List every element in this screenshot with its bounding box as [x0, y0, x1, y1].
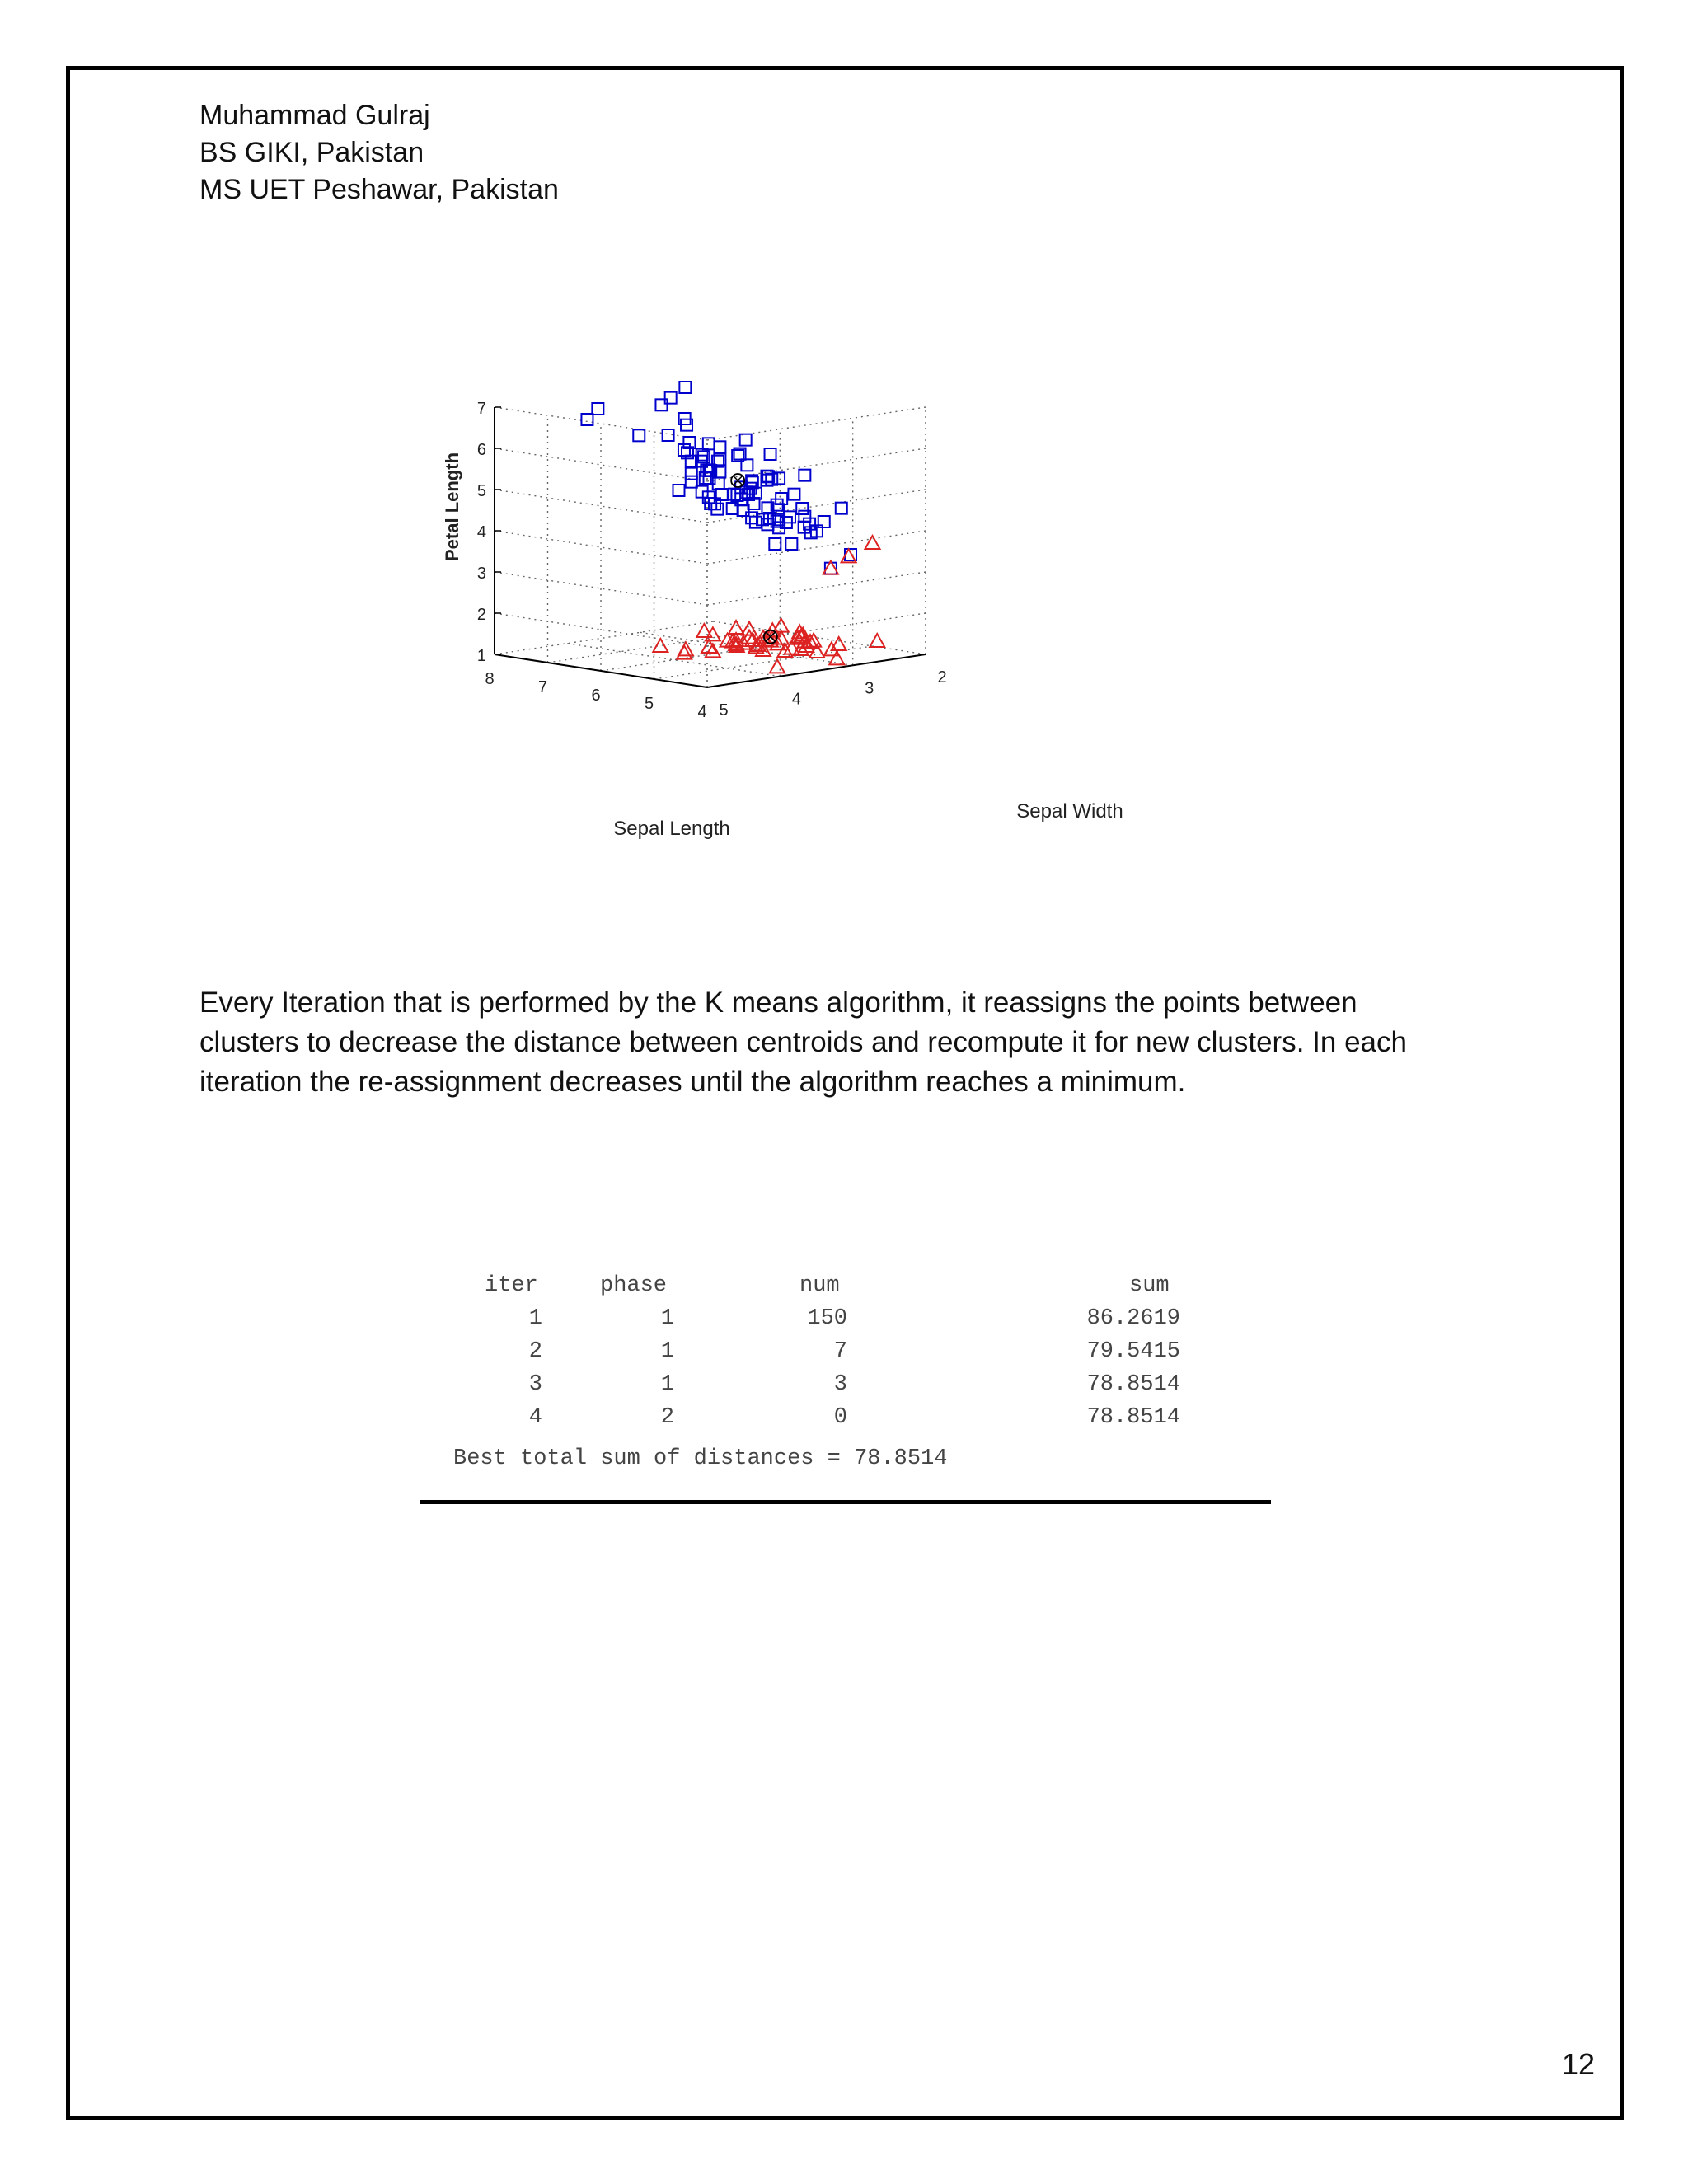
data-point-triangle [832, 637, 846, 650]
log-cell-iter: 1 [528, 1306, 542, 1331]
z-tick-label: 1 [476, 647, 486, 665]
log-cell-num: 3 [833, 1372, 847, 1397]
y-axis-line [707, 654, 926, 687]
author-name: Muhammad Gulraj [199, 100, 430, 131]
data-point-triangle [865, 536, 880, 549]
y-tick-label: 3 [865, 679, 874, 698]
author-degree-bs: BS GIKI, Pakistan [199, 137, 424, 168]
x-tick-label: 6 [591, 687, 601, 705]
log-cell-num: 0 [833, 1405, 847, 1430]
data-point-square [714, 441, 725, 452]
z-tick-label: 6 [476, 441, 486, 459]
log-header-phase: phase [600, 1273, 668, 1298]
z-axis-label: Petal Length [442, 452, 462, 562]
paragraph-line-1: Every Iteration that is performed by the K means algorithm, it reassigns the points between [199, 987, 1357, 1019]
log-cell-sum: 86.2619 [1086, 1306, 1180, 1331]
data-point-square [581, 414, 593, 425]
scatter3d-chart [429, 231, 1253, 857]
data-point-triangle [653, 639, 668, 652]
x-axis-label: Sepal Length [613, 818, 730, 840]
log-cell-num: 150 [807, 1306, 847, 1331]
log-cell-sum: 78.8514 [1086, 1372, 1180, 1397]
y-axis-label: Sepal Width [1016, 800, 1123, 823]
z-tick-label: 5 [476, 482, 486, 500]
log-header-sum: sum [1129, 1273, 1170, 1298]
grid-line [495, 490, 707, 523]
author-block [199, 97, 559, 209]
x-tick-label: 5 [644, 695, 654, 713]
log-cell-iter: 3 [528, 1372, 542, 1397]
grid-line [707, 448, 926, 481]
grid-line [495, 531, 707, 564]
log-header-num: num [799, 1273, 840, 1298]
data-point-square [836, 503, 847, 514]
page-number: 12 [1562, 2047, 1596, 2081]
point-layer [581, 382, 884, 673]
grid-line [495, 448, 707, 481]
horizontal-rule [420, 1500, 1271, 1504]
data-point-square [633, 429, 645, 441]
log-best-total: Best total sum of distances = 78.8514 [453, 1446, 948, 1471]
data-point-square [686, 468, 697, 480]
data-point-square [788, 489, 799, 500]
data-point-square [679, 382, 691, 393]
data-point-triangle [770, 659, 785, 673]
data-point-square [799, 470, 810, 481]
log-cell-num: 7 [833, 1339, 847, 1364]
log-cell-phase: 1 [660, 1372, 674, 1397]
data-point-triangle [870, 634, 884, 647]
y-tick-label: 5 [719, 701, 729, 719]
z-tick-label: 3 [476, 565, 486, 583]
x-tick-label: 7 [537, 678, 548, 696]
data-point-square [673, 485, 685, 496]
data-point-square [592, 403, 603, 415]
author-degree-ms: MS UET Peshawar, Pakistan [199, 174, 559, 205]
data-point-square [750, 517, 762, 528]
data-point-square [785, 538, 797, 550]
body-paragraph [199, 983, 1502, 1102]
log-header-iter: iter [485, 1273, 538, 1298]
data-point-square [765, 448, 776, 460]
grid-line [707, 572, 926, 605]
x-tick-label: 8 [485, 670, 495, 688]
grid-line [495, 621, 713, 654]
log-cell-iter: 4 [528, 1405, 542, 1430]
scatter3d-figure [429, 231, 1253, 861]
x-tick-label: 4 [697, 703, 707, 721]
z-tick-label: 7 [476, 400, 486, 418]
log-cell-iter: 2 [528, 1339, 542, 1364]
data-point-square [769, 538, 781, 550]
log-cell-sum: 79.5415 [1086, 1339, 1180, 1364]
log-cell-phase: 1 [660, 1339, 674, 1364]
log-cell-phase: 2 [660, 1405, 674, 1430]
paragraph-line-2: clusters to decrease the distance between centroids and recompute it for new clusters. In each [199, 1026, 1407, 1058]
data-point-square [740, 434, 752, 446]
paragraph-line-3: iteration the re-assignment decreases until the algorithm reaches a minimum. [199, 1066, 1186, 1098]
z-tick-label: 2 [476, 606, 486, 624]
y-tick-label: 4 [791, 690, 801, 709]
log-cell-sum: 78.8514 [1086, 1405, 1180, 1430]
z-tick-label: 4 [476, 523, 486, 541]
y-tick-label: 2 [937, 668, 947, 687]
log-cell-phase: 1 [660, 1306, 674, 1331]
